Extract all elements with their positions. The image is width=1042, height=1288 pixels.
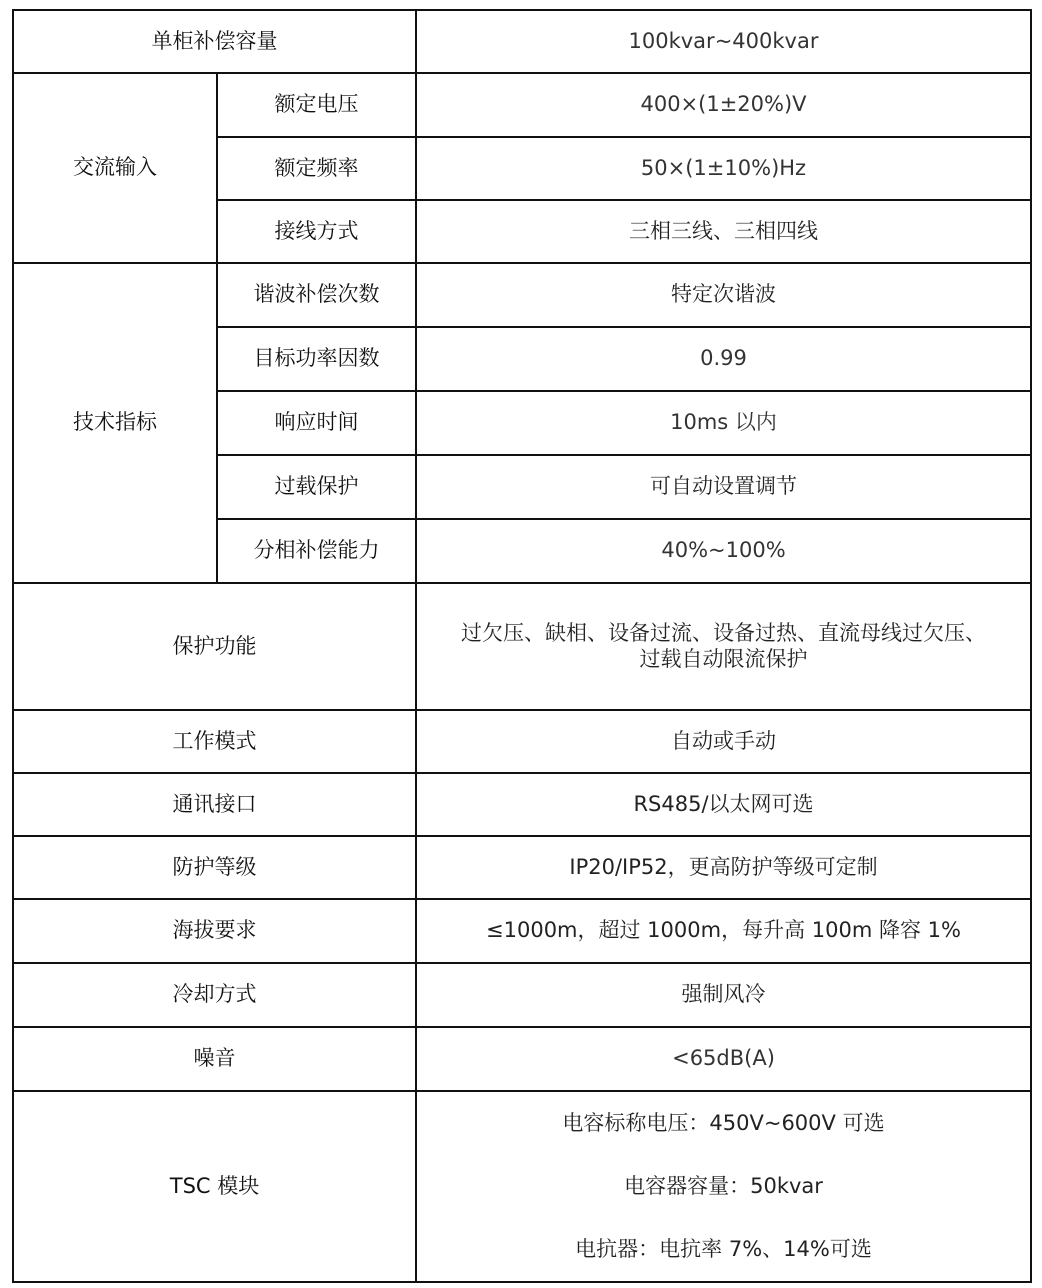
row-label: 通讯接口 [13,773,416,836]
table-row [13,1027,1031,1091]
row-value [416,1091,1031,1282]
row-label: 分相补偿能力 [217,519,416,583]
row-value: 强制风冷 [416,963,1031,1027]
row-label: 防护等级 [13,836,416,899]
group-label: 交流输入 [13,73,217,263]
row-label: 谐波补偿次数 [217,263,416,327]
protection-line: 过载自动限流保护 [639,646,808,671]
row-label: TSC 模块 [13,1091,416,1282]
tsc-line: 电容器容量：50kvar [624,1174,823,1198]
row-label: 工作模式 [13,710,416,773]
table-row [13,836,1031,899]
row-label: 响应时间 [217,391,416,455]
row-value: 40%~100% [416,519,1031,583]
row-label: 单柜补偿容量 [13,10,416,73]
table-row [13,899,1031,963]
table-row [13,963,1031,1027]
table-row [13,710,1031,773]
table-row [13,73,1031,137]
row-label: 额定频率 [217,137,416,200]
protection-line: 过欠压、缺相、设备过流、设备过热、直流母线过欠压、 [461,621,986,646]
row-label: 目标功率因数 [217,327,416,391]
row-value: RS485/以太网可选 [416,773,1031,836]
row-value: ≤1000m，超过 1000m，每升高 100m 降容 1% [416,899,1031,963]
row-value: 自动或手动 [416,710,1031,773]
spec-table [12,9,1032,1283]
row-value: 可自动设置调节 [416,455,1031,519]
row-value: 100kvar~400kvar [416,10,1031,73]
row-label: 保护功能 [13,583,416,710]
row-value: 0.99 [416,327,1031,391]
table-row [13,583,1031,710]
row-label: 额定电压 [217,73,416,137]
row-value: 50×(1±10%)Hz [416,137,1031,200]
row-label: 过载保护 [217,455,416,519]
row-value: 特定次谐波 [416,263,1031,327]
row-label: 接线方式 [217,200,416,263]
row-value: 三相三线、三相四线 [416,200,1031,263]
row-value: IP20/IP52，更高防护等级可定制 [416,836,1031,899]
table-row [13,263,1031,327]
row-label: 噪音 [13,1027,416,1091]
row-value [416,583,1031,710]
row-label: 冷却方式 [13,963,416,1027]
row-value: 400×(1±20%)V [416,73,1031,137]
row-value: <65dB(A) [416,1027,1031,1091]
table-row [13,10,1031,73]
table-row [13,773,1031,836]
table-row [13,1091,1031,1282]
group-label: 技术指标 [13,263,217,583]
row-label: 海拔要求 [13,899,416,963]
tsc-line: 电抗器：电抗率 7%、14%可选 [575,1237,872,1261]
tsc-line: 电容标称电压：450V~600V 可选 [562,1111,885,1135]
row-value: 10ms 以内 [416,391,1031,455]
